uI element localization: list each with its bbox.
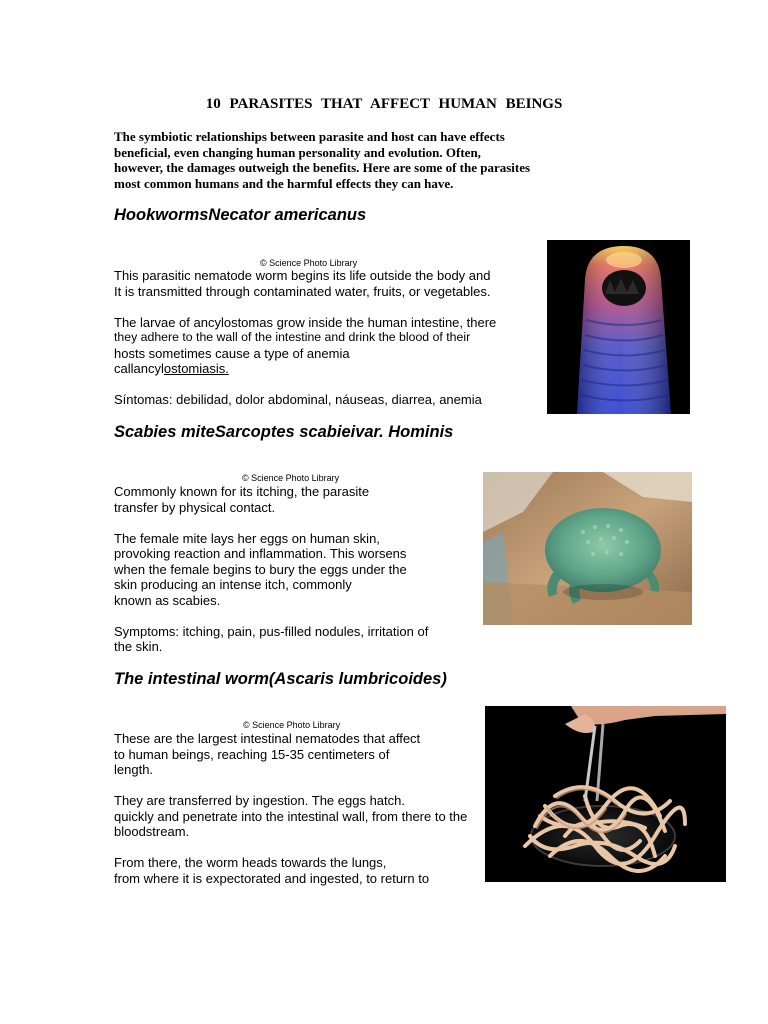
text-line: when the female begins to bury the eggs under the (114, 561, 407, 577)
intro-line: The symbiotic relationships between parasite and host can have effects (114, 129, 505, 144)
photo-credit: © Science Photo Library (260, 258, 358, 268)
section-heading-scabies: Scabies miteSarcoptes scabieivar. Hominis (114, 423, 454, 441)
text-line: length. (114, 762, 154, 777)
ascaris-worms-illustration (485, 706, 726, 882)
text-line: It is transmitted through contaminated water, fruits, or vegetables. (114, 283, 491, 299)
intro-line: beneficial, even changing human personality and evolution. Often, (114, 144, 481, 160)
intro-line: most common humans and the harmful effects they can have. (114, 175, 454, 191)
hookworm-text (114, 268, 496, 408)
text-line: They are transferred by ingestion. The eggs hatch. (114, 793, 405, 808)
scabies-text (114, 484, 428, 655)
symptoms-line: Síntomas: debilidad, dolor abdominal, náuseas, diarrea, anemia (114, 392, 482, 407)
section-heading-hookworms: HookwormsNecator americanus (114, 206, 367, 224)
text-line: callancylostomiasis. (114, 361, 229, 376)
hookworm-illustration (547, 240, 690, 414)
text-line: bloodstream. (114, 824, 190, 839)
scabies-mite-photo (483, 472, 692, 625)
intro-line: however, the damages outweigh the benefits. Here are some of the parasites (114, 160, 531, 176)
text-line: These are the largest intestinal nematodes that affect (114, 731, 421, 746)
photo-credit: © Science Photo Library (242, 473, 340, 483)
intro-paragraph (114, 129, 564, 191)
text-line: quickly and penetrate into the intestinal wall, from there to the (114, 808, 468, 824)
text-line: From there, the worm heads towards the lungs, (114, 855, 387, 870)
hookworm-photo (547, 240, 690, 414)
ascaris-text (114, 731, 467, 886)
text-line: The larvae of ancylostomas grow inside the human intestine, there (114, 314, 497, 330)
text-line: This parasitic nematode worm begins its life outside the body and (114, 268, 491, 283)
page-title: 10 PARASITES THAT AFFECT HUMAN BEINGS (205, 96, 563, 112)
text-line: from where it is expectorated and ingested, to return to (114, 870, 430, 886)
section-heading-intestinal-worm: The intestinal worm(Ascaris lumbricoides) (114, 670, 447, 688)
photo-credit: © Science Photo Library (243, 720, 341, 730)
text-line: Commonly known for its itching, the parasite (114, 484, 370, 499)
text-line: known as scabies. (114, 592, 221, 608)
scabies-mite-illustration (483, 472, 692, 625)
text-line: Symptoms: itching, pain, pus-filled nodules, irritation of (114, 623, 429, 639)
text-line: transfer by physical contact. (114, 499, 276, 515)
text-line: The female mite lays her eggs on human skin, (114, 530, 380, 546)
text-line: hosts sometimes cause a type of anemia (114, 345, 350, 361)
text-line: the skin. (114, 639, 163, 654)
ascaris-worms-photo (485, 706, 726, 882)
text-line: they adhere to the wall of the intestine and drink the blood of their (114, 330, 471, 344)
text-line: to human beings, reaching 15-35 centimeters of (114, 746, 390, 762)
text-line: provoking reaction and inflammation. This worsens (114, 546, 407, 561)
text-line: skin producing an intense itch, commonly (114, 577, 352, 592)
